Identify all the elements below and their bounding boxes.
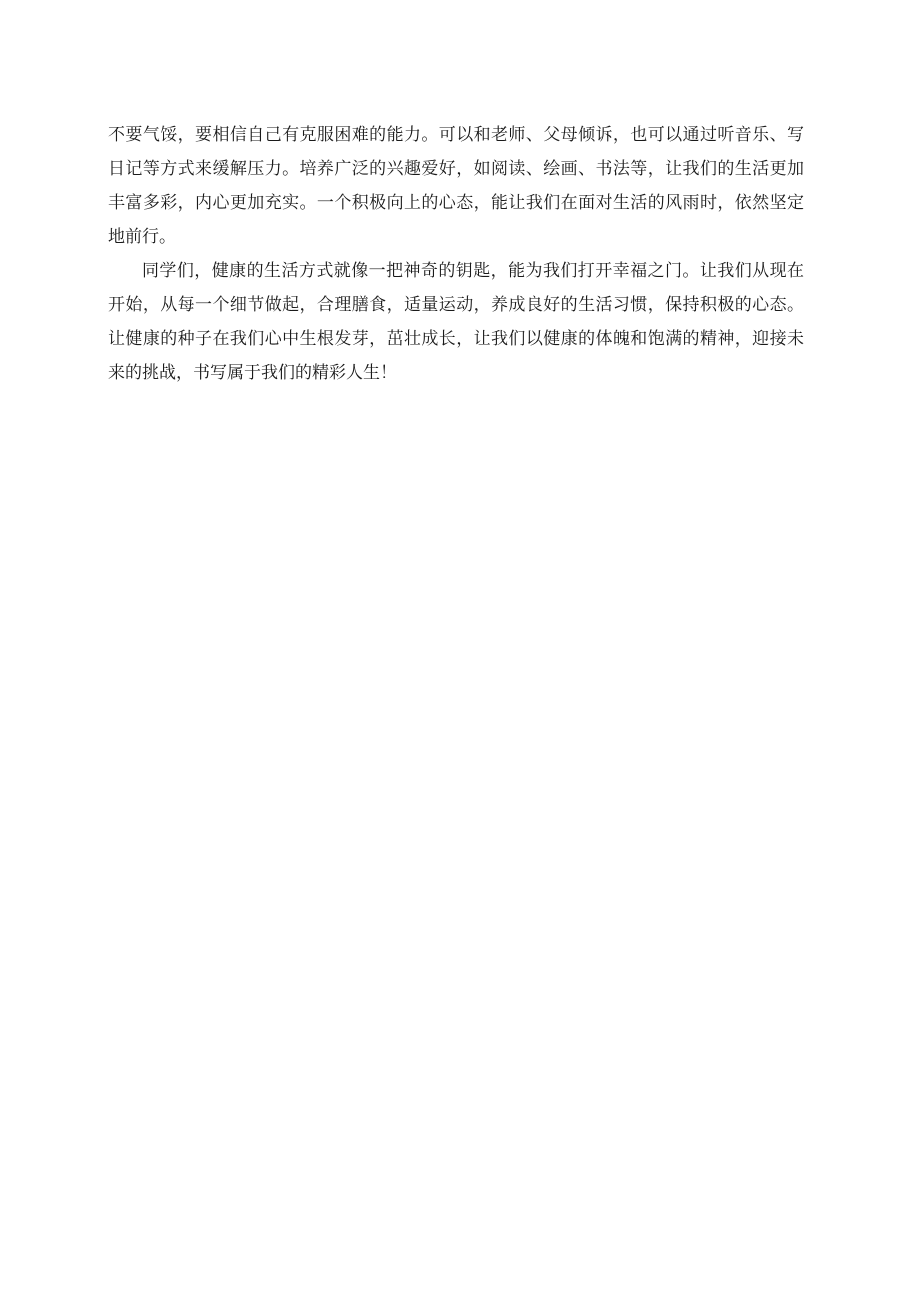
document-body <box>108 118 804 390</box>
paragraph-continuation: 不要气馁，要相信自己有克服困难的能力。可以和老师、父母倾诉，也可以通过听音乐、写日记等方式来缓解压力。培养广泛的兴趣爱好，如阅读、绘画、书法等，让我们的生活更加丰富多彩，内心更加充实。一个积极向上的心态，能让我们在面对生活的风雨时，依然坚定地前行。 <box>108 125 804 247</box>
paragraph-closing: 同学们，健康的生活方式就像一把神奇的钥匙，能为我们打开幸福之门。让我们从现在开始，从每一个细节做起，合理膳食，适量运动，养成良好的生活习惯，保持积极的心态。让健康的种子在我们心中生根发芽，茁壮成长，让我们以健康的体魄和饱满的精神，迎接未来的挑战，书写属于我们的精彩人生！ <box>108 261 804 383</box>
